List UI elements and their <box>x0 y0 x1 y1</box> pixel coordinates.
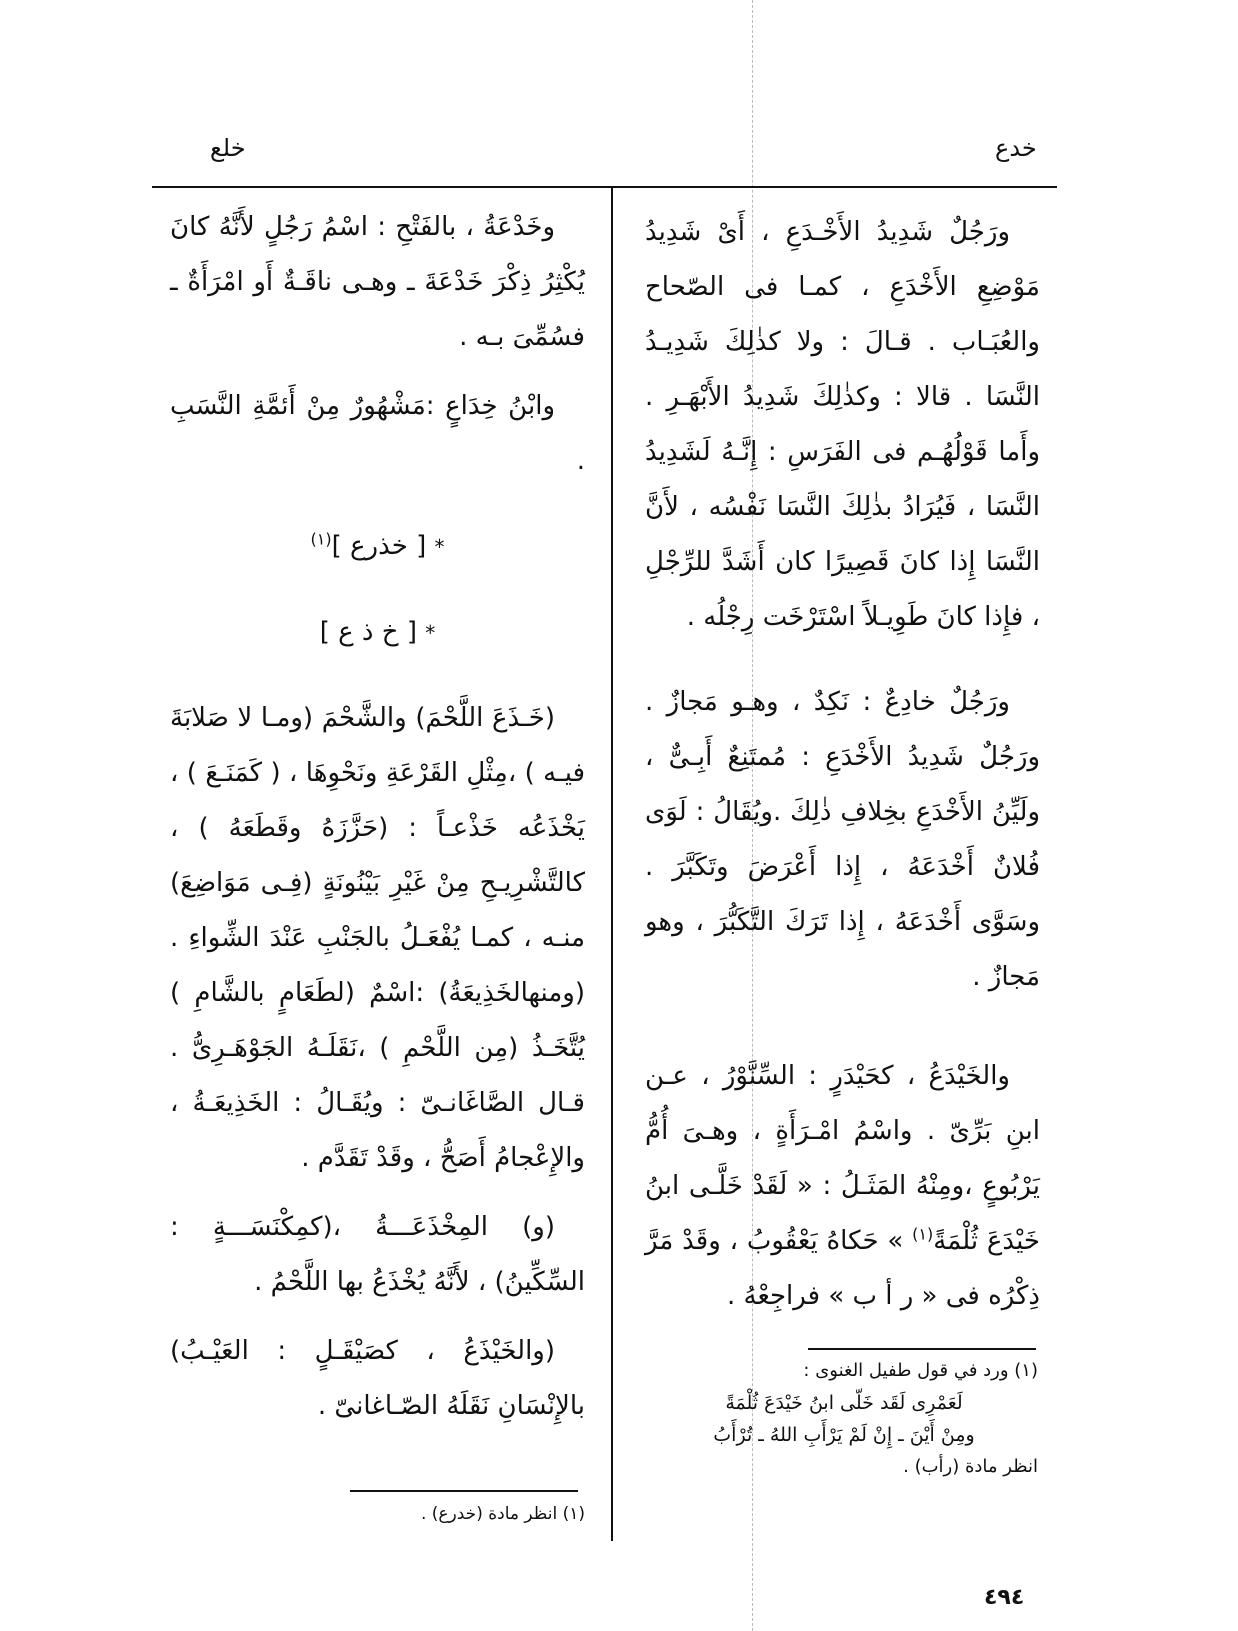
column-divider <box>611 186 613 1541</box>
footnote-marker: (١) <box>912 1224 934 1244</box>
paragraph-mikhdhaa: (و) المِخْذَعَـــةُ ،(كمِكْنَسَـــةٍ : السِّكِّينُ) ، لأَنَّهُ يُخْذَعُ بها اللَّحْمُ . <box>170 1212 585 1297</box>
footnote-right <box>650 1355 1038 1483</box>
paragraph-khadah: وخَدْعَةُ ، بالفَتْحِ : اسْمُ رَجُلٍ لأَنَّهُ كانَ يُكْثِرُ ذِكْرَ خَدْعَةَ ـ وهـى ناقَـةٌ أَو امْرَأَةٌ ـ فسُمِّىَ بـه . <box>170 212 585 352</box>
header-rule <box>152 186 1057 188</box>
paragraph-ibn-khidaa: وابْنُ خِدَاعٍ :مَشْهُورٌ مِنْ أَئمَّةِ النَّسَبِ . <box>170 391 585 476</box>
left-column <box>170 200 585 1434</box>
footnote-rule-right <box>808 1348 1036 1350</box>
footnote-left <box>330 1500 585 1528</box>
entry-heading-khadha <box>170 605 585 661</box>
running-header-left: خلع <box>210 134 246 162</box>
footnote-verse-2: ومِنْ أَيْنَ ـ إِنْ لَمْ يَرْأَبِ اللهُ ـ تُرْأَبُ <box>713 1424 975 1446</box>
paragraph-khaydhaa: (والخَيْذَعُ ، كصَيْقَـلٍ : العَيْـبُ) بالإِنْسَانِ نَقَلَهُ الصّـاغانىّ . <box>170 1336 585 1421</box>
page-number: ٤٩٤ <box>984 1585 1025 1610</box>
paragraph-khadhaa: (خَـذَعَ اللَّحْمَ) والشَّحْمَ (ومـا لا صَلابَةَ فيـه ) ،مِثْلِ القَرْعَةِ ونَحْوِهَا ، ( كَمَنَـعَ ) ، يَخْذَعُه خَذْعـاً : (حَزَّزَهُ وقَطَعَهُ ) ، كالتَّشْرِيـحِ مِنْ غَيْرِ بَيْنُونَةٍ (فِـى مَوَاضِعَ) منـه ، كمـا يُفْعَـلُ بالجَنْبِ عَنْدَ الشِّواءِ . (ومنهالخَذِيعَةُ) :اسْمٌ (لطَعَامٍ بالشَّامِ ) يُتَّخَـذُ (مِن اللَّحْمِ ) ،نَقَلَـهُ الجَوْهَـرِىُّ . قـال الصَّاغَانـىّ : ويُقَـالُ : الخَذِيعَـةُ ، والإِعْجامُ أَصَحُّ ، وقَدْ تَقَدَّم . <box>170 703 585 1173</box>
paragraph-akhda: ورَجُلٌ شَدِيدُ الأَخْـدَعِ ، أَىْ شَدِيدُ مَوْضِعِ الأَخْدَعِ ، كمـا فى الصّحاح والعُبَـاب . قـالَ : ولا كذٰلِكَ شَدِيـدُ النَّسَا . قالا : وكذٰلِكَ شَدِيدُ الأَبْهَـرِ . وأَما قَوْلُهُـم فى الفَرَسِ : إِنَّـهُ لَشَدِيدُ النَّسَا ، فَيُرَادُ بذٰلِكَ النَّسَا نَفْسُه ، لأَنَّ النَّسَا إِذا كانَ قَصِيرًا كان أَشَدَّ للرِّجْلِ ، فإِذا كانَ طَوِيـلاً اسْتَرْخَت رِجْلُه . <box>645 217 1040 632</box>
footnote-rule-left <box>350 1490 578 1492</box>
right-column <box>645 205 1040 1324</box>
footnote-reference: (١) انظر مادة (خدرع) . <box>420 1504 585 1524</box>
entry-star: * <box>434 535 445 559</box>
paragraph-khaydaa <box>645 1049 1040 1324</box>
entry-heading-khadhra <box>170 519 585 575</box>
paragraph-khadi: ورَجُلٌ خادِعٌ : نَكِدٌ ، وهـو مَجازٌ . ورَجُلٌ شَدِيدُ الأَخْدَعِ : مُمتَنِعٌ أَبِـىٌّ ، ولَيِّنُ الأَخْدَعِ بخِلافِ ذٰلِكَ .ويُقَالُ : لَوَى فُلانٌ أَخْدَعَهُ ، إِذا أَعْرَضَ وتَكَبَّرَ . وسَوَّى أَخْدَعَهُ ، إِذا تَرَكَ التَّكَبُّرَ ، وهو مَجازٌ . <box>645 687 1040 992</box>
paragraph-khaydaa-tail: » حَكاهُ يَعْقُوبُ ، وقَدْ مَرَّ ذِكْرُه فى « ر أ ب » فراجِعْهُ . <box>645 1226 1040 1311</box>
footnote-reference: انظر مادة (رأب) . <box>903 1456 1038 1477</box>
entry-heading-text: [ خ ذ ع ] <box>319 617 417 647</box>
footnote-marker: (١) <box>310 529 332 549</box>
footnote-intro: (١) ورد في قول طفيل الغنوى : <box>803 1360 1038 1381</box>
entry-heading-text: [ خذرع ] <box>331 531 427 561</box>
paragraph-khaydaa-text: والخَيْدَعُ ، كحَيْدَرٍ : السِّنَّوْرُ ، عـن ابنِ بَرِّىّ . واسْمُ امْـرَأَةٍ ، وهـىَ أُمُّ يَرْبُوعٍ ،ومِنْهُ المَثَـلُ : « لَقَدْ خَلَّـى ابنُ خَيْدَعَ ثُلْمَةً <box>645 1061 1040 1256</box>
entry-star: * <box>425 621 436 645</box>
running-header-right: خدع <box>995 134 1037 162</box>
footnote-verse-1: لَعَمْرِى لَقَد خَلّى ابنُ خَيْدَعَ ثُلْمَةً <box>725 1392 963 1414</box>
